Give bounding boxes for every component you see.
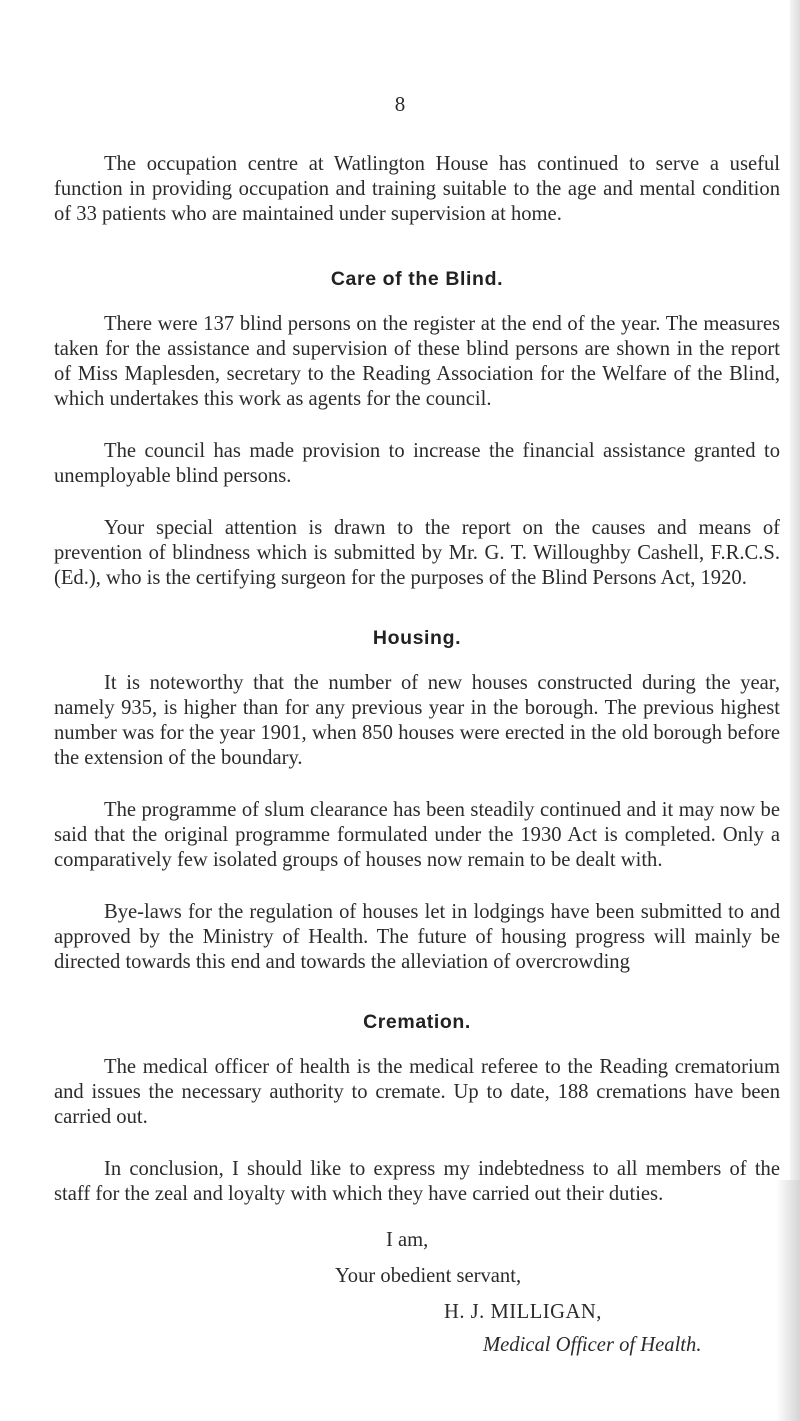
cremation-paragraph-referee: The medical officer of health is the medical referee to the Reading crematorium and issues the necessary authority to cremate. Up to date, 188 cremations have been carried out. <box>54 1056 780 1128</box>
conclusion-paragraph: In conclusion, I should like to express my indebtedness to all members of the staff for the zeal and loyalty with which they have carried out their duties. <box>54 1158 780 1205</box>
page-number: 8 <box>394 92 406 116</box>
housing-paragraph-new-houses: It is noteworthy that the number of new houses constructed during the year, namely 935, is higher than for any previous year in the borough. The previous highest number was for the year 1901, when 850 houses were erected in the old borough before the extension of the boundary. <box>54 672 780 769</box>
occupation-centre-paragraph: The occupation centre at Watlington House has continued to serve a useful function in providing occupation and training suitable to the age and mental condition of 33 patients who are maintained under supervision at home. <box>54 153 780 225</box>
blind-paragraph-prevention: Your special attention is drawn to the report on the causes and means of prevention of blindness which is submitted by Mr. G. T. Willoughby Cashell, F.R.C.S. (Ed.), who is the certifying surgeon for the purposes of the Blind Persons Act, 1920. <box>54 517 780 589</box>
blind-paragraph-register: There were 137 blind persons on the register at the end of the year. The measures taken for the assistance and supervision of these blind persons are shown in the report of Miss Maplesden, secretary to the Reading Association for the Welfare of the Blind, which undertakes this work as agents for the council. <box>54 313 780 410</box>
section-heading-housing: Housing. <box>372 627 462 649</box>
housing-paragraph-slum-clearance: The programme of slum clearance has been steadily continued and it may now be said that the original programme formulated under the 1930 Act is completed. Only a comparatively few isolated groups of houses now remain to be dealt with. <box>54 799 780 871</box>
signature-block <box>54 1228 780 1358</box>
signatory-title: Medical Officer of Health. <box>483 1334 702 1356</box>
section-heading-blind: Care of the Blind. <box>330 268 504 290</box>
section-heading-cremation: Cremation. <box>363 1011 471 1033</box>
closing-phrase: Your obedient servant, <box>335 1265 522 1287</box>
document-body <box>54 152 780 1358</box>
closing-salutation: I am, <box>386 1229 429 1251</box>
housing-paragraph-bye-laws: Bye-laws for the regulation of houses let in lodgings have been submitted to and approved by the Ministry of Health. The future of housing progress will mainly be directed towards this end and towards the alleviation of overcrowding <box>54 901 780 973</box>
signatory-name: H. J. MILLIGAN, <box>444 1301 602 1323</box>
blind-paragraph-financial: The council has made provision to increase the financial assistance granted to unemployable blind persons. <box>54 440 780 487</box>
